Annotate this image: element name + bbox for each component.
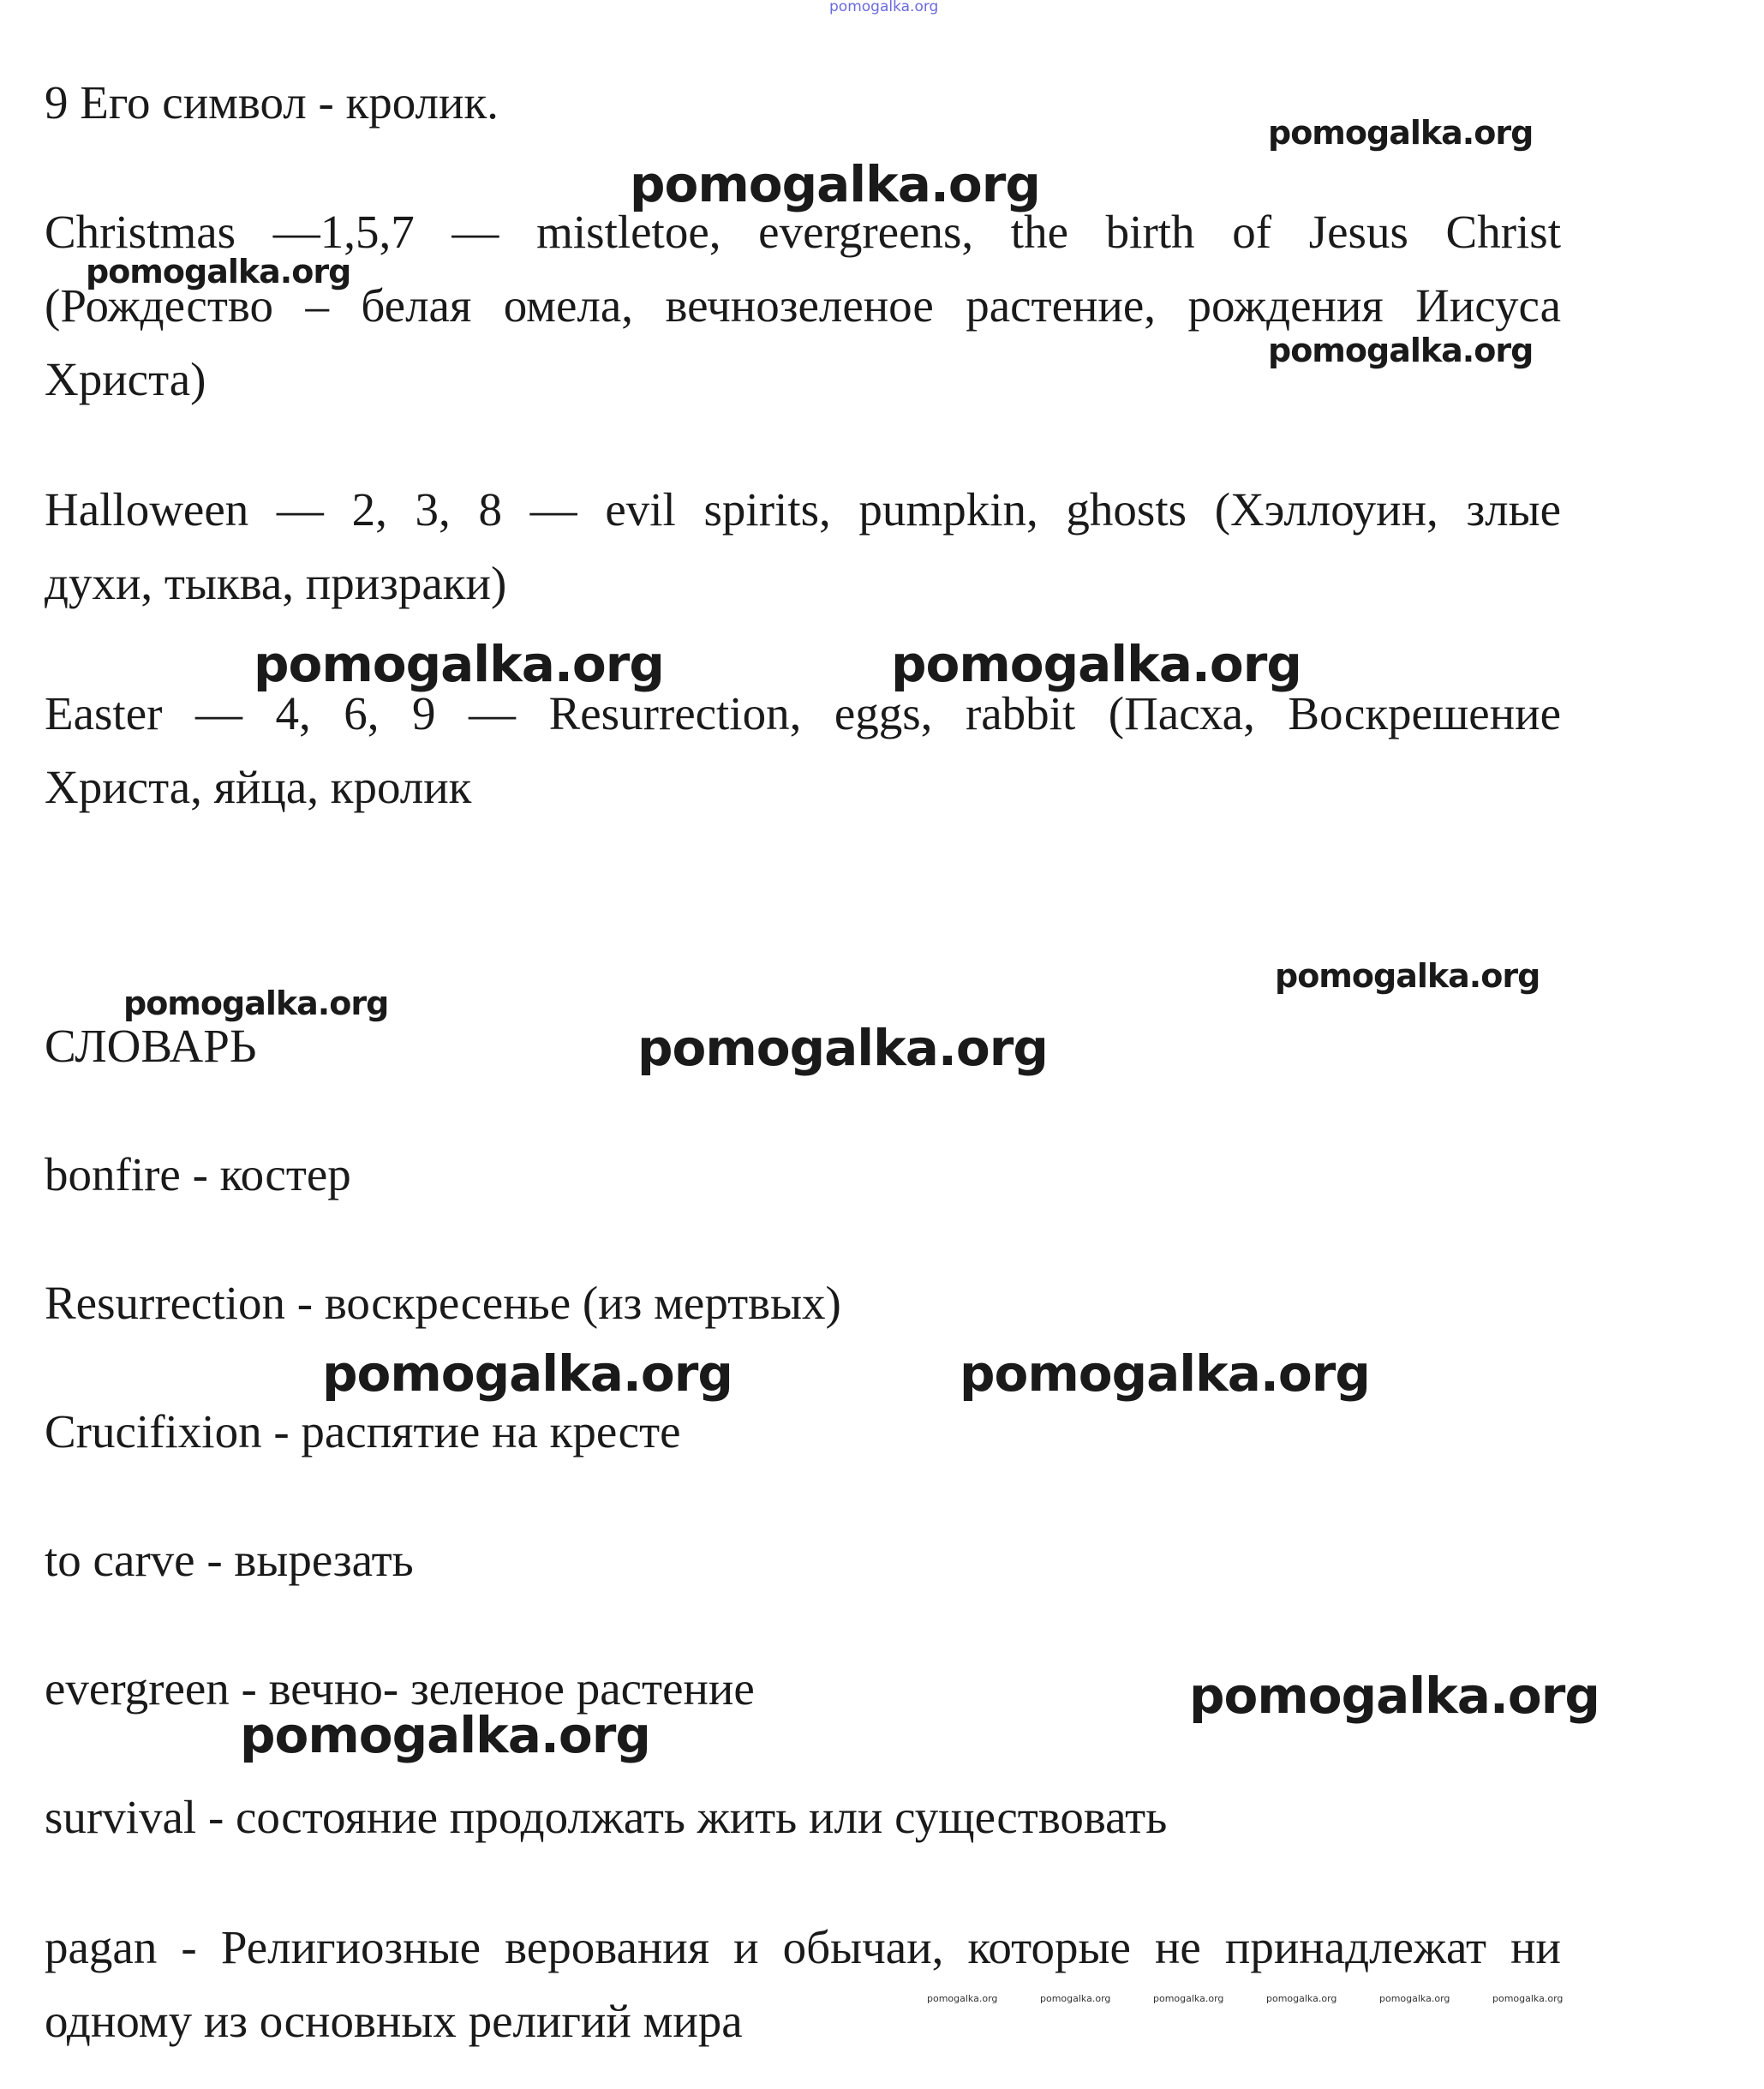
watermark: pomogalka.org [1268,332,1534,369]
halloween-line-2: духи, тыква, призраки) [45,557,507,609]
watermark: pomogalka.org [322,1344,733,1403]
top-watermark: pomogalka.org [829,0,939,15]
easter-line-1: Easter — 4, 6, 9 — Resurrection, eggs, rabbit (Пасха, Воскрешение [45,687,1561,739]
easter-line-2: Христа, яйца, кролик [45,761,472,813]
watermark: pomogalka.org [254,635,664,693]
dictionary-entry: pagan - Религиозные верования и обычаи, которые не принадлежат ни [45,1921,1561,1973]
footer-watermark: pomogalka.org [1266,1993,1337,2004]
watermark: pomogalka.org [123,985,389,1022]
christmas-line-3: Христа) [45,353,206,405]
footer-watermark: pomogalka.org [1153,1993,1224,2004]
watermark: pomogalka.org [86,253,351,290]
dictionary-entry: survival - состояние продолжать жить или существовать [45,1791,1168,1843]
intro-line: 9 Его символ - кролик. [45,76,499,129]
dictionary-entry: evergreen - вечно- зеленое растение [45,1662,755,1715]
watermark: pomogalka.org [891,635,1301,693]
watermark: pomogalka.org [1189,1667,1600,1725]
dictionary-entry: Resurrection - воскресенье (из мертвых) [45,1277,841,1329]
watermark: pomogalka.org [637,1019,1048,1077]
dictionary-entry: bonfire - костер [45,1148,351,1200]
halloween-line-1: Halloween — 2, 3, 8 — evil spirits, pumpkin, ghosts (Хэллоуин, злые [45,483,1561,536]
watermark: pomogalka.org [1268,114,1534,152]
watermark: pomogalka.org [960,1344,1370,1403]
dictionary-entry: to carve - вырезать [45,1534,414,1586]
watermark: pomogalka.org [240,1706,650,1764]
dictionary-heading: СЛОВАРЬ [45,1020,257,1072]
christmas-line-1: Christmas —1,5,7 — mistletoe, evergreens, the birth of Jesus Christ [45,206,1561,258]
footer-watermark: pomogalka.org [1379,1993,1450,2004]
footer-watermark: pomogalka.org [1040,1993,1111,2004]
watermark: pomogalka.org [1275,957,1540,995]
dictionary-entry: Crucifixion - распятие на кресте [45,1405,681,1458]
christmas-line-2: (Рождество – белая омела, вечнозеленое растение, рождения Иисуса [45,279,1561,332]
footer-watermark: pomogalka.org [927,1993,998,2004]
watermark: pomogalka.org [630,155,1040,213]
dictionary-entry: одному из основных религий мира [45,1995,743,2047]
footer-watermark: pomogalka.org [1492,1993,1564,2004]
